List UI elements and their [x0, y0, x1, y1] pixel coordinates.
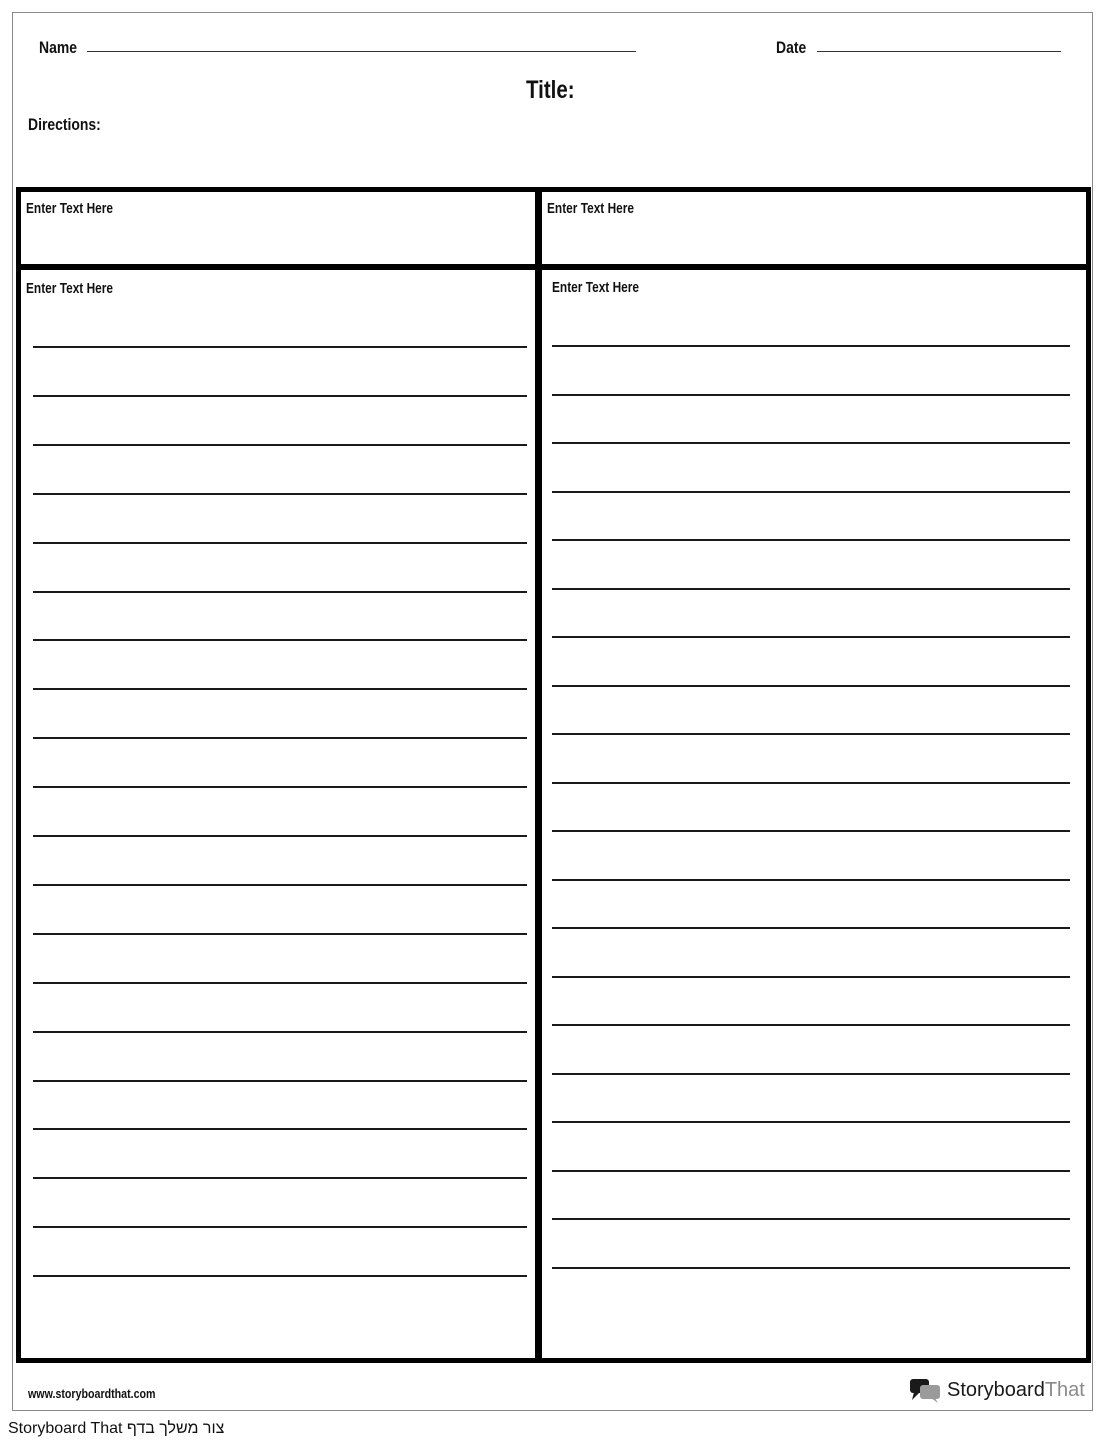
- writing-line[interactable]: [33, 346, 527, 348]
- writing-line[interactable]: [552, 636, 1070, 638]
- worksheet: [12, 12, 1093, 1411]
- writing-line[interactable]: [552, 1121, 1070, 1123]
- cell-label: Enter Text Here: [26, 281, 114, 297]
- directions-label: Directions:: [28, 115, 101, 134]
- writing-line[interactable]: [33, 835, 527, 837]
- writing-line[interactable]: [552, 1267, 1070, 1269]
- cell-top-left[interactable]: [21, 192, 535, 264]
- cell-label: Enter Text Here: [552, 280, 640, 296]
- storyboardthat-logo: [909, 1377, 1085, 1403]
- writing-line[interactable]: [552, 588, 1070, 590]
- writing-line[interactable]: [33, 542, 527, 544]
- name-label: Name: [39, 38, 77, 57]
- writing-line[interactable]: [33, 1177, 527, 1179]
- writing-line[interactable]: [33, 1080, 527, 1082]
- writing-line[interactable]: [552, 1170, 1070, 1172]
- date-field[interactable]: [817, 51, 1061, 52]
- writing-line[interactable]: [552, 1024, 1070, 1026]
- footer-url: www.storyboardthat.com: [28, 1386, 156, 1401]
- writing-line[interactable]: [552, 345, 1070, 347]
- writing-line[interactable]: [552, 830, 1070, 832]
- writing-line[interactable]: [552, 685, 1070, 687]
- credit-line: צור משלך בדף Storyboard That: [8, 1420, 225, 1437]
- writing-line[interactable]: [33, 444, 527, 446]
- writing-line[interactable]: [552, 879, 1070, 881]
- writing-line[interactable]: [33, 884, 527, 886]
- writing-line[interactable]: [33, 1226, 527, 1228]
- name-field[interactable]: [87, 51, 636, 52]
- page-title: Title:: [526, 76, 575, 104]
- writing-line[interactable]: [552, 927, 1070, 929]
- writing-line[interactable]: [33, 688, 527, 690]
- writing-line[interactable]: [552, 782, 1070, 784]
- logo-text: [947, 1379, 1085, 1402]
- logo-word-that: That: [1044, 1378, 1085, 1401]
- writing-line[interactable]: [33, 639, 527, 641]
- writing-line[interactable]: [33, 1275, 527, 1277]
- logo-word-storyboard: Storyboard: [947, 1378, 1045, 1401]
- writing-line[interactable]: [33, 1031, 527, 1033]
- writing-line[interactable]: [33, 395, 527, 397]
- writing-line[interactable]: [552, 491, 1070, 493]
- writing-line[interactable]: [552, 394, 1070, 396]
- speech-bubbles-icon: [909, 1377, 941, 1403]
- writing-line[interactable]: [33, 933, 527, 935]
- cell-label: Enter Text Here: [26, 201, 114, 217]
- writing-line[interactable]: [552, 733, 1070, 735]
- writing-line[interactable]: [33, 493, 527, 495]
- cell-label: Enter Text Here: [547, 201, 635, 217]
- writing-line[interactable]: [552, 976, 1070, 978]
- cell-bottom-left[interactable]: [21, 270, 535, 1358]
- writing-line[interactable]: [33, 737, 527, 739]
- cell-top-right[interactable]: [542, 192, 1086, 264]
- writing-line[interactable]: [552, 1073, 1070, 1075]
- date-label: Date: [776, 38, 807, 57]
- writing-line[interactable]: [552, 1218, 1070, 1220]
- writing-line[interactable]: [33, 591, 527, 593]
- writing-line[interactable]: [552, 442, 1070, 444]
- organizer-grid: [16, 187, 1091, 1363]
- writing-line[interactable]: [552, 539, 1070, 541]
- writing-line[interactable]: [33, 982, 527, 984]
- writing-line[interactable]: [33, 1128, 527, 1130]
- cell-bottom-right[interactable]: [542, 270, 1086, 1358]
- writing-line[interactable]: [33, 786, 527, 788]
